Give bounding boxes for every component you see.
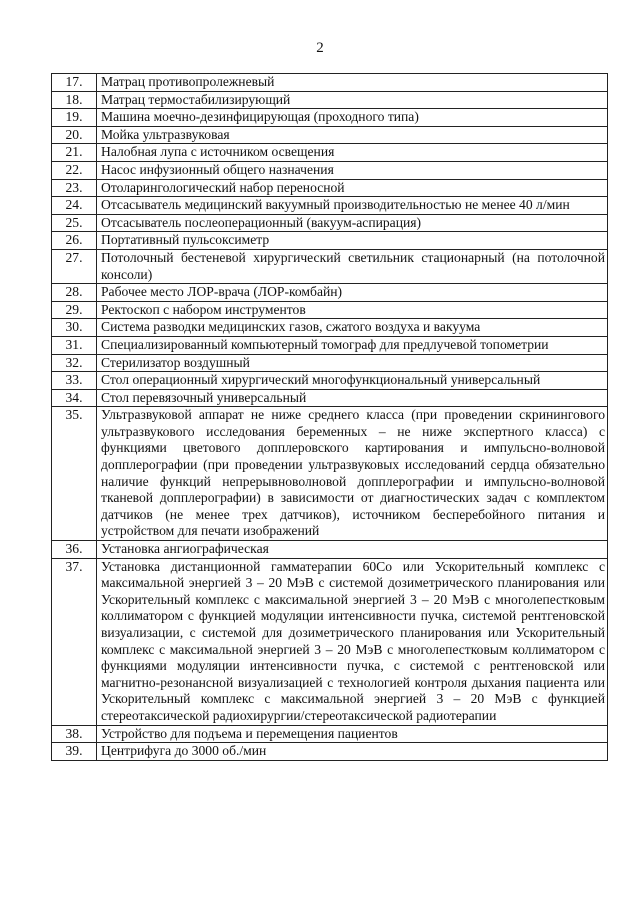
table-row <box>52 407 608 541</box>
table-row <box>52 541 608 559</box>
table-row <box>52 743 608 761</box>
row-item-name: Центрифуга до 3000 об./мин <box>97 743 608 761</box>
row-number: 27. <box>52 249 97 283</box>
row-item-name: Ректоскоп с набором инструментов <box>97 301 608 319</box>
row-number: 22. <box>52 161 97 179</box>
row-number: 23. <box>52 179 97 197</box>
row-item-name: Ультразвуковой аппарат не ниже среднего класса (при проведении скринингового ультразвукового исследования беременных – не ниже экспертного класса) с функциями цветового допплеровского картирования и импульсно-волновой допплерографии (при проведении ультразвуковых исследований сердца обязательно наличие функций непрерывноволновой допплерографии и импульсно-волновой тканевой допплерографии) в зависимости от диагностических задач с комплектом датчиков (не менее трех датчиков), источником бесперебойного питания и устройством для печати изображений <box>97 407 608 541</box>
equipment-table-body <box>52 74 608 761</box>
table-row <box>52 232 608 250</box>
row-number: 26. <box>52 232 97 250</box>
row-item-name: Отсасыватель послеоперационный (вакуум-аспирация) <box>97 214 608 232</box>
row-number: 21. <box>52 144 97 162</box>
table-row <box>52 284 608 302</box>
row-number: 17. <box>52 74 97 92</box>
row-item-name: Мойка ультразвуковая <box>97 126 608 144</box>
table-row <box>52 74 608 92</box>
row-item-name: Стерилизатор воздушный <box>97 354 608 372</box>
row-item-name: Стол перевязочный универсальный <box>97 389 608 407</box>
row-number: 31. <box>52 336 97 354</box>
table-row <box>52 725 608 743</box>
row-number: 24. <box>52 197 97 215</box>
table-row <box>52 336 608 354</box>
row-item-name: Матрац противопролежневый <box>97 74 608 92</box>
table-row <box>52 109 608 127</box>
row-number: 36. <box>52 541 97 559</box>
row-number: 18. <box>52 91 97 109</box>
table-row <box>52 126 608 144</box>
row-number: 30. <box>52 319 97 337</box>
row-item-name: Потолочный бестеневой хирургический светильник стационарный (на потолочной консоли) <box>97 249 608 283</box>
row-item-name: Стол операционный хирургический многофункциональный универсальный <box>97 372 608 390</box>
row-number: 25. <box>52 214 97 232</box>
row-number: 19. <box>52 109 97 127</box>
row-number: 20. <box>52 126 97 144</box>
row-item-name: Отсасыватель медицинский вакуумный производительностью не менее 40 л/мин <box>97 197 608 215</box>
row-number: 37. <box>52 558 97 725</box>
page-number: 2 <box>316 40 324 56</box>
table-row <box>52 249 608 283</box>
row-item-name: Портативный пульсоксиметр <box>97 232 608 250</box>
row-item-name: Установка дистанционной гамматерапии 60Со или Ускорительный комплекс с максимальной энергией 3 – 20 МэВ с системой дозиметрического планирования или Ускорительный комплекс с максимальной энергией 3 – 20 МэВ с многолепестковым коллиматором с функцией модуляции интенсивности пучка, системой рентгеновской визуализации, с системой для дозиметрического планирования или Ускорительный комплекс с максимальной энергией 3 – 20 МэВ с многолепестковым коллиматором с функциями модуляции интенсивности пучка, с системой с рентгеновской или магнитно-резонансной визуализацией с технологией контроля дыхания пациента или Ускорительный комплекс с максимальной энергией 3 – 20 МэВ с функцией стереотаксической радиохирургии/стереотаксической радиотерапии <box>97 558 608 725</box>
table-row <box>52 354 608 372</box>
row-item-name: Машина моечно-дезинфицирующая (проходного типа) <box>97 109 608 127</box>
row-number: 29. <box>52 301 97 319</box>
table-row <box>52 389 608 407</box>
table-row <box>52 372 608 390</box>
row-number: 33. <box>52 372 97 390</box>
table-row <box>52 197 608 215</box>
table-row <box>52 179 608 197</box>
row-item-name: Специализированный компьютерный томограф для предлучевой топометрии <box>97 336 608 354</box>
row-number: 32. <box>52 354 97 372</box>
table-row <box>52 319 608 337</box>
row-item-name: Установка ангиографическая <box>97 541 608 559</box>
row-item-name: Отоларингологический набор переносной <box>97 179 608 197</box>
row-item-name: Матрац термостабилизирующий <box>97 91 608 109</box>
table-row <box>52 301 608 319</box>
row-item-name: Налобная лупа с источником освещения <box>97 144 608 162</box>
row-number: 35. <box>52 407 97 541</box>
table-row <box>52 91 608 109</box>
equipment-table <box>51 73 608 761</box>
row-number: 34. <box>52 389 97 407</box>
table-row <box>52 558 608 725</box>
row-number: 39. <box>52 743 97 761</box>
row-item-name: Насос инфузионный общего назначения <box>97 161 608 179</box>
row-number: 38. <box>52 725 97 743</box>
row-number: 28. <box>52 284 97 302</box>
table-row <box>52 144 608 162</box>
row-item-name: Рабочее место ЛОР-врача (ЛОР-комбайн) <box>97 284 608 302</box>
row-item-name: Система разводки медицинских газов, сжатого воздуха и вакуума <box>97 319 608 337</box>
table-row <box>52 161 608 179</box>
row-item-name: Устройство для подъема и перемещения пациентов <box>97 725 608 743</box>
table-row <box>52 214 608 232</box>
